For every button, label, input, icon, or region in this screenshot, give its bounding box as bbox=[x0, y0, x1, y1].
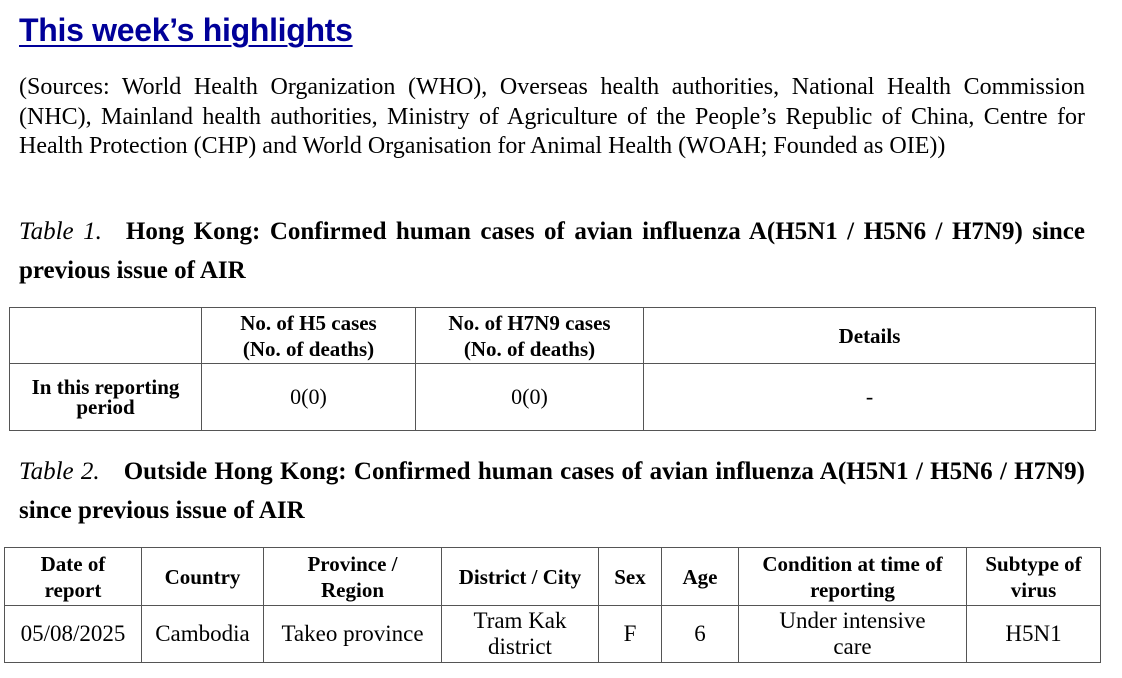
cell-subtype: H5N1 bbox=[967, 606, 1101, 663]
table-header-row bbox=[5, 548, 1101, 606]
header-date-line2: report bbox=[44, 577, 102, 602]
header-province-region bbox=[264, 548, 442, 606]
cell-condition bbox=[739, 606, 967, 663]
table-header-row bbox=[10, 308, 1096, 364]
row-label-line2: period bbox=[76, 395, 135, 419]
header-condition-line2: reporting bbox=[810, 577, 895, 602]
cell-age: 6 bbox=[662, 606, 739, 663]
row-label-line1: In this reporting bbox=[31, 375, 180, 399]
cell-h7n9-count: 0(0) bbox=[416, 364, 644, 431]
header-h5-cases-line1: No. of H5 cases bbox=[240, 310, 377, 335]
header-condition bbox=[739, 548, 967, 606]
cell-h5-count: 0(0) bbox=[202, 364, 416, 431]
sources-paragraph: (Sources: World Health Organization (WHO), Overseas health authorities, National Health Commission (NHC), Mainland health authorities, Ministry of Agriculture of the People’s Republic of China, Centre for Health Protection (CHP) and World Organisation for Animal Health (WOAH; Founded as OIE)) bbox=[19, 74, 1085, 159]
header-blank bbox=[10, 308, 202, 364]
header-h7n9-cases-line2: (No. of deaths) bbox=[463, 336, 596, 361]
table2-caption-title: Outside Hong Kong: Confirmed human cases of avian influenza A(H5N1 / H5N6 / H7N9) since previous issue of AIR bbox=[19, 458, 1085, 524]
hong-kong-cases-table bbox=[9, 307, 1096, 431]
cell-condition-line1: Under intensive bbox=[779, 608, 926, 633]
header-subtype-line2: virus bbox=[1010, 577, 1057, 602]
cell-country: Cambodia bbox=[142, 606, 264, 663]
cell-district-line2: district bbox=[488, 634, 552, 659]
table2-caption-label: Table 2. bbox=[19, 458, 100, 485]
cell-details: - bbox=[644, 364, 1096, 431]
table-row bbox=[10, 364, 1096, 431]
cell-sex: F bbox=[599, 606, 662, 663]
header-sex: Sex bbox=[599, 548, 662, 606]
header-district-city: District / City bbox=[442, 548, 599, 606]
header-h5-cases-line2: (No. of deaths) bbox=[242, 336, 375, 361]
header-h7n9-cases-line1: No. of H7N9 cases bbox=[448, 310, 611, 335]
header-condition-line1: Condition at time of bbox=[762, 551, 943, 576]
header-details: Details bbox=[644, 308, 1096, 364]
outside-hong-kong-cases-table bbox=[4, 547, 1101, 663]
header-country: Country bbox=[142, 548, 264, 606]
header-date-line1: Date of bbox=[40, 551, 106, 576]
header-subtype bbox=[967, 548, 1101, 606]
header-subtype-line1: Subtype of bbox=[985, 551, 1082, 576]
cell-district-line1: Tram Kak bbox=[473, 608, 567, 633]
header-date-of-report bbox=[5, 548, 142, 606]
header-province-line2: Region bbox=[321, 577, 384, 602]
header-h7n9-cases bbox=[416, 308, 644, 364]
table1-caption bbox=[19, 212, 1085, 290]
header-province-line1: Province / bbox=[307, 551, 398, 576]
header-age: Age bbox=[662, 548, 739, 606]
table2-caption bbox=[19, 452, 1085, 530]
table1-caption-title: Hong Kong: Confirmed human cases of avian influenza A(H5N1 / H5N6 / H7N9) since previous issue of AIR bbox=[19, 218, 1085, 284]
cell-condition-line2: care bbox=[833, 634, 872, 659]
table1-caption-label: Table 1. bbox=[19, 218, 102, 245]
cell-province: Takeo province bbox=[264, 606, 442, 663]
row-label-reporting-period bbox=[10, 364, 202, 431]
table-row bbox=[5, 606, 1101, 663]
cell-date: 05/08/2025 bbox=[5, 606, 142, 663]
page-title: This week’s highlights bbox=[19, 12, 353, 48]
cell-district bbox=[442, 606, 599, 663]
header-h5-cases bbox=[202, 308, 416, 364]
